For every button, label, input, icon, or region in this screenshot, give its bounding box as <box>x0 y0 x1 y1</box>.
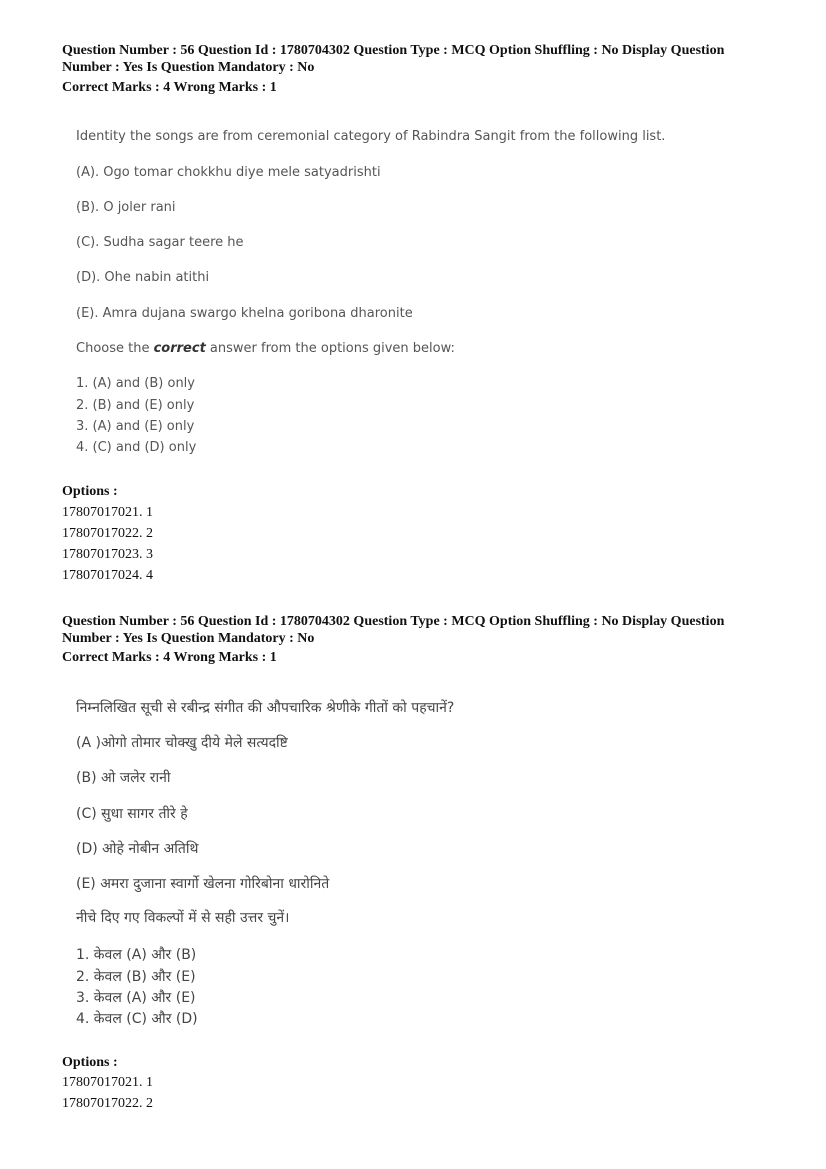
list-item: (D) ओहे नोबीन अतिथि <box>76 841 199 857</box>
choice-item: 4. केवल (C) और (D) <box>76 1011 198 1027</box>
marks-line: Correct Marks : 4 Wrong Marks : 1 <box>62 650 277 665</box>
option-row: 17807017023. 3 <box>62 547 153 562</box>
question-text: Identity the songs are from ceremonial category of Rabindra Sangit from the following list. <box>76 129 666 144</box>
options-label: Options : <box>62 484 118 499</box>
choice-item: 2. केवल (B) और (E) <box>76 969 196 985</box>
list-item: (E) अमरा दुजाना स्वार्गो खेलना गोरिबोना धारोनिते <box>76 876 330 892</box>
option-row: 17807017022. 2 <box>62 526 153 541</box>
list-item: (B). O joler rani <box>76 200 176 215</box>
options-label: Options : <box>62 1055 118 1070</box>
choice-item: 3. (A) and (E) only <box>76 419 195 434</box>
choice-item: 2. (B) and (E) only <box>76 398 195 413</box>
choice-item: 4. (C) and (D) only <box>76 440 197 455</box>
question-text: निम्नलिखित सूची से रबीन्द्र संगीत की औपचारिक श्रेणीके गीतों को पहचानें? <box>76 700 455 716</box>
question-header-line2: Number : Yes Is Question Mandatory : No <box>62 60 315 75</box>
option-row: 17807017024. 4 <box>62 568 153 583</box>
marks-line: Correct Marks : 4 Wrong Marks : 1 <box>62 80 277 95</box>
list-item: (B) ओ जलेर रानी <box>76 770 171 786</box>
question-header-line1: Question Number : 56 Question Id : 1780704302 Question Type : MCQ Option Shuffling : No Display Question <box>62 43 725 58</box>
list-item: (A )ओगो तोमार चोक्खु दीये मेले सत्यदष्टि <box>76 735 288 751</box>
list-item: (E). Amra dujana swargo khelna goribona dharonite <box>76 306 413 321</box>
choice-item: 1. केवल (A) और (B) <box>76 947 197 963</box>
instruction-text: Choose the correct answer from the options given below: <box>76 341 455 356</box>
list-item: (D). Ohe nabin atithi <box>76 270 210 285</box>
option-row: 17807017022. 2 <box>62 1096 153 1111</box>
question-header-line2: Number : Yes Is Question Mandatory : No <box>62 631 315 646</box>
instruction-text: नीचे दिए गए विकल्पों में से सही उत्तर चुनें। <box>76 910 290 926</box>
list-item: (C). Sudha sagar teere he <box>76 235 244 250</box>
choice-item: 3. केवल (A) और (E) <box>76 990 196 1006</box>
option-row: 17807017021. 1 <box>62 1075 153 1090</box>
option-row: 17807017021. 1 <box>62 505 153 520</box>
question-header-line1: Question Number : 56 Question Id : 1780704302 Question Type : MCQ Option Shuffling : No Display Question <box>62 614 725 629</box>
choice-item: 1. (A) and (B) only <box>76 376 195 391</box>
list-item: (A). Ogo tomar chokkhu diye mele satyadrishti <box>76 165 381 180</box>
list-item: (C) सुधा सागर तीरे हे <box>76 806 188 822</box>
